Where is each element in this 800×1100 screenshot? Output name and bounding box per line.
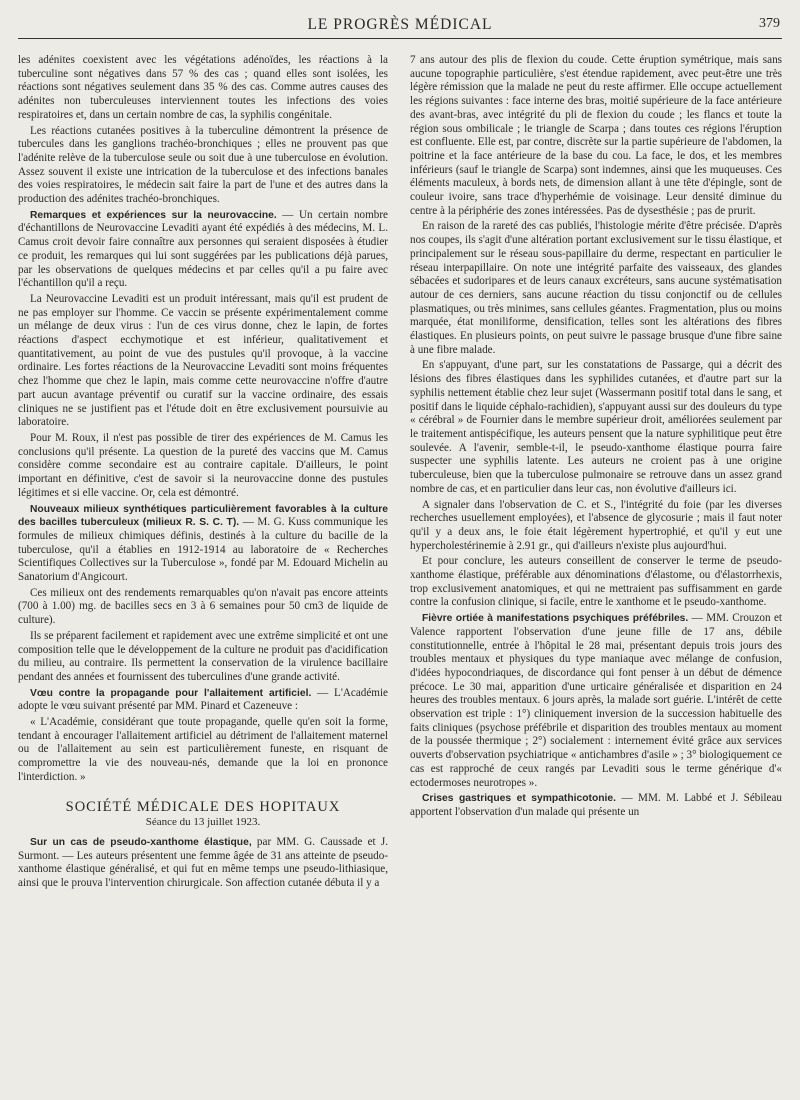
paragraph: les adénites coexistent avec les végétations adénoïdes, les réactions à la tuberculine sont négatives dans 57 % des cas ; quand elles sont isolées, les réactions sont négatives seulement dans 35 % des cas. Comme autres causes des adénites non tuberculeuses interviennent toutes les infections des voies respiratoires et, dans un certain nombre de cas, la syphilis congénitale.: [18, 54, 388, 121]
paragraph: Ils se préparent facilement et rapidement avec une extrême simplicité et ont une composition telle que le développement de la culture ne produit pas d'acidification du milieu, au contraire. Ils permettent la conservation de la virulence bacillaire pendant des années et fournissent des tuberculines d'une grande activité.: [18, 629, 388, 683]
paragraph-lead: Sur un cas de pseudo-xanthome élastique,: [30, 836, 252, 848]
journal-title: LE PROGRÈS MÉDICAL: [307, 16, 493, 33]
paragraph-lead: Crises gastriques et sympathicotonie.: [422, 793, 616, 805]
paragraph: [410, 612, 782, 790]
paragraph: [18, 503, 388, 585]
paragraph-body: — Un certain nombre d'échantillons de Neurovaccine Levaditi ayant été expédiés à des médecins, M. L. Camus croit devoir faire connaître aux personnes qui seraient disposées à étudier ce produit, les remarques qui lui sont suggérées par les publications déjà parues, par les observations de quelques médecins et par celles qu'il a pu faire avec l'échantillon qu'il a reçu.: [18, 208, 388, 290]
paragraph: [410, 792, 782, 819]
paragraph-body: par MM. G. Caussade et J. Surmont. — Les auteurs présentent une femme âgée de 31 ans atteinte de pseudo-xanthome élastique généralisé, et qui fut en même temps une pseudo-lithiasique, ainsi que le prouva l'intervention chirurgicale. Son affection cutanée débuta il y a: [18, 835, 388, 890]
paragraph: Les réactions cutanées positives à la tuberculine démontrent la présence de tubercules dans les ganglions trachéo-bronchiques ; elles ne prouvent pas que l'adénite relève de la tuberculose seule ou soit due à une tuberculose en évolution. Assez souvent il existe une intrication de la tuberculose et des infections banales des voies respiratoires, le médecin sait faire la part de l'une et des autres dans la production des adénites trachéo-bronchiques.: [18, 124, 388, 206]
paragraph: 7 ans autour des plis de flexion du coude. Cette éruption symétrique, mais sans aucune topographie particulière, s'est étendue rapidement, avec peut-être une très légère rémission que la malade ne peut du reste affirmer. Elle occupe actuellement les régions suivantes : face interne des bras, moitié supérieure de la face antérieure des avant-bras, avec intégrité du pli de flexion du coude ; les flancs et toute la région sous ombilicale ; le triangle de Scarpa ; dans toutes ces régions l'éruption est confluente. Elle est, par contre, discrète sur la partie supérieure de l'abdomen, la poitrine et la face antérieure de la base du cou. La face, le dos, et les membres inférieurs (sauf le triangle de Scarpa) sont indemnes, ainsi que les muqueuses. Ces éléments maculeux, à bords nets, de dimension allant à une tête d'épingle, sont de couleur ivoire, sans trace d'hyperhémie de voisinage. Leur densité diminue du centre à la périphérie des zones intéressées. Pas de dysesthésie ; pas de prurit.: [410, 54, 782, 217]
paragraph-lead: Nouveaux milieux synthétiques particulièrement favorables à la culture des bacilles tuberculeux (milieux R. S. C. T).: [18, 503, 388, 529]
paragraph: [18, 836, 388, 891]
paragraph-lead: Vœu contre la propagande pour l'allaitement artificiel.: [30, 687, 312, 699]
page-number: 379: [759, 16, 780, 31]
paragraph: A signaler dans l'observation de C. et S., l'intégrité du foie (par les diverses recherches usuellement employées), et l'absence de glycosurie ; mais il faut noter qu'il y a deux ans, le foie était légèrement hypertrophié, et qu'il y eut une hypercholestérinemie à 2.91 gr., qui d'ailleurs n'existe plus aujourd'hui.: [410, 498, 782, 552]
page-header: [18, 14, 782, 39]
paragraph-lead: Fièvre ortiée à manifestations psychiques préfébriles.: [422, 613, 689, 625]
paragraph: [18, 687, 388, 714]
paragraph-body: — MM. M. Labbé et J. Sébileau apportent l'observation d'un malade qui présente un: [410, 792, 782, 818]
paragraph-lead: Remarques et expériences sur la neurovaccine.: [30, 209, 277, 221]
paragraph: « L'Académie, considérant que toute propagande, quelle qu'en soit la forme, tendant à encourager l'allaitement artificiel au détriment de l'allaitement maternel ou de l'allaitement au sein est particulièrement funeste, en risquant de compromettre la vie des nouveau-nés, demande que la loi en prononce l'interdiction. »: [18, 716, 388, 783]
paragraph-body: — MM. Crouzon et Valence rapportent l'observation d'une jeune fille de 17 ans, débile constitutionnelle, entrée à l'hôpital le 28 mai, présentant depuis trois jours des troubles mentaux et physiques du type maniaque avec mélange de confusion, d'idées hypocondriaques, de discordance qui font penser à un début de démence précoce. Le 30 mai, apparition d'une urticaire généralisée et disparition en 24 heures des troubles mentaux. 6 jours après, la malade sort guérie. L'intérêt de cette observation est triple : 1°) cliniquement inversion de la succession habituelle des faits cliniques (psychose préfébrile et disparition des troubles mentaux au moment de la poussée thermique ; 2°) socialement : internement évité grâce aux services ouverts d'observation psychiatrique « antichambres d'asile » ; 3° biologiquement ce cas est rapproché de ceux rangés par Levaditi sous le terme générique d'« ectodermoses neurotropes ».: [410, 612, 782, 789]
paragraph: Ces milieux ont des rendements remarquables qu'on n'avait pas encore atteints (700 à 1.00) mg. de bacilles secs en 3 à 6 semaines pour 50 cm3 de liquide de culture).: [18, 586, 388, 627]
paragraph: La Neurovaccine Levaditi est un produit intéressant, mais qu'il est prudent de ne pas employer sur l'homme. Ce vaccin se présente expérimentalement comme un mélange de deux virus : l'un de ces virus donne, chez le lapin, de fortes réactions d'aspect ecchymotique et est inférieur, qualitativement et quantitativement, au point de vue des pustules qu'il provoque, à la vaccine ordinaire. Les fortes réactions de la Neurovaccine Levaditi sont moins fréquentes chez l'homme que chez le lapin, mais comme cette neurovaccine n'offre d'autre part aucun avantage préventif ou curatif sur la vaccine ordinaire, des essais cliniques ne se justifient pas et l'étude doit en être exclusivement poursuivie au laboratoire.: [18, 292, 388, 429]
left-column: [18, 54, 388, 1094]
section-title: SOCIÉTÉ MÉDICALE DES HOPITAUX: [65, 798, 341, 815]
paragraph: Et pour conclure, les auteurs conseillent de conserver le terme de pseudo-xanthome élastique, préférable aux dénominations d'élastome, ou d'élastorrhexis, trop exclusivement anatomiques, et qui ne mettraient pas suffisamment en garde contre la confusion clinique, si facile, entre le xanthome et le pseudo-xanthome.: [410, 555, 782, 609]
paragraph: Pour M. Roux, il n'est pas possible de tirer des expériences de M. Camus les conclusions qu'il présente. La question de la pureté des vaccins que M. Camus considère comme secondaire est au contraire capitale. D'ailleurs, le point important en définitive, c'est de savoir si la neurovaccine donne des pustules légitimes et si elle vaccine. Or, cela est démontré.: [18, 431, 388, 499]
right-column: [410, 54, 782, 1094]
paragraph: En s'appuyant, d'une part, sur les constatations de Passarge, qui a décrit des lésions des fibres élastiques dans les syphilides cutanées, et d'autre part sur la syphilis nettement établie chez leur sujet (Wassermann positif total dans le sang, et positif dans le liquide céphalo-rachidien), s'appuyant aussi sur des douleurs du type « cérébral » de Fournier dans le membre supérieur droit, améliorées seulement par le traitement antispécifique, les auteurs pensent que la nature syphilitique peut être soulevée. A l'avenir, semble-t-il, le pseudo-xanthome élastique pourra faire suspecter une syphilis latente. Les auteurs ne croient pas à une origine tuberculeuse, bien que la tuberculose pulmonaire se retrouve dans un assez grand nombre de cas, et en particulier dans leur cas, non évolutive d'ailleurs ici.: [410, 359, 782, 495]
section-date: Séance du 13 juillet 1923.: [145, 816, 261, 829]
paragraph-body: — L'Académie adopte le vœu suivant présenté par MM. Pinard et Cazeneuve :: [18, 686, 388, 713]
paragraph-body: — M. G. Kuss communique les formules de milieux chimiques définis, destinés à la culture du bacille de la tuberculose, qu'il a établies en 1912-1914 au laboratoire de « Recherches Scientifiques Collectives sur la Tuberculose », fondé par M. Edouard Michelin au Sanatorium d'Angicourt.: [18, 516, 388, 584]
paragraph: [18, 209, 388, 291]
paragraph: En raison de la rareté des cas publiés, l'histologie mérite d'être précisée. D'après nos coupes, ils s'agit d'une altération portant exclusivement sur le tissu élastique, et principalement sur le réseau sous-papillaire du derme, respectant en particulier le réseau interpapillaire. On note une intégrité parfaite des vaisseaux, des glandes sébacées et sudoripares et de leurs canaux excréteurs, sans aucune systématisation autour de ces derniers, sans aucune réaction du tissu conjonctif ou de cellules plasmatiques, ou très minimes, sans cellules géantes. Fragmentation, plus ou moins marquée, état moniliforme, densification, telles sont les altérations des fibres élastiques. En plusieurs points, on peut suivre le passage brusque d'une fibre saine à une fibre malade.: [410, 220, 782, 356]
